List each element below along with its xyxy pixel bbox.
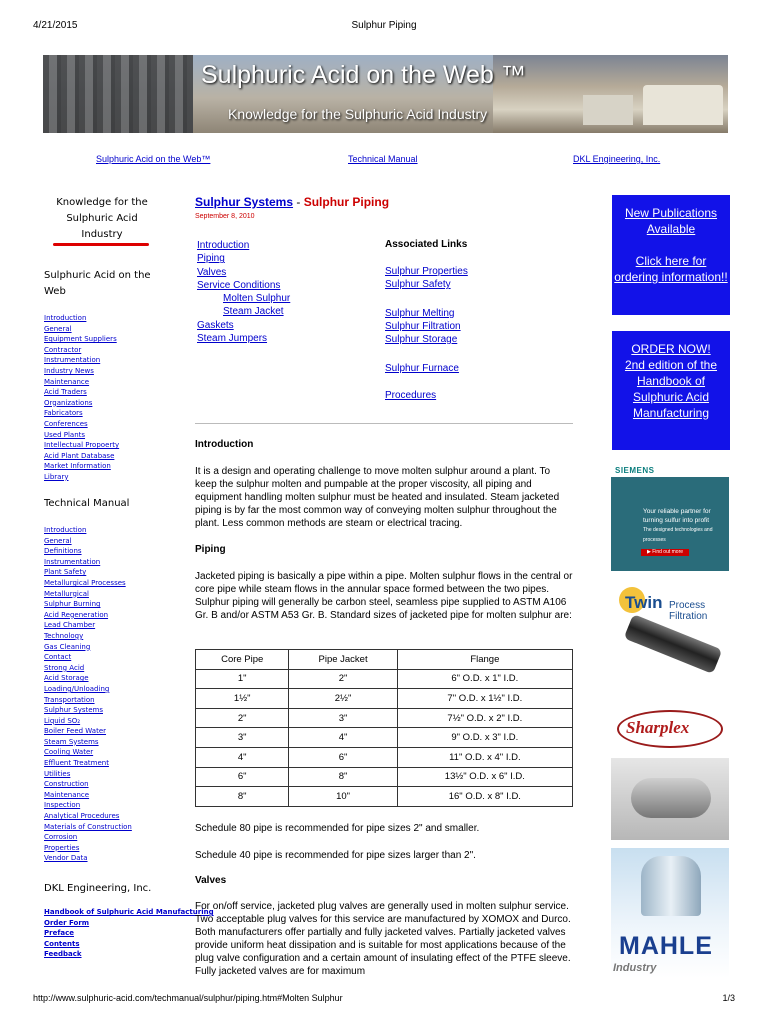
valves-text: For on/off service, jacketed plug valves are generally used in molten sulphur service. Two acceptable plug valves for this service are manufactured by XOMOX and Durco. Both manufacturers offer partially and fully jacketed valves. Partially jacketed valves provide uniform heat dissipation and is suitable for most applications because of the plug valve configuration and a certain amount of insulating effect of the PTFE sleeve. Fully jacketed valves are for maximum: [195, 901, 571, 977]
sidebar-item: [44, 377, 119, 388]
sidebar-item: [44, 398, 119, 409]
assoc-link-sulphur-furnace[interactable]: Sulphur Furnace: [385, 363, 459, 374]
twin-logo: Twin: [625, 593, 663, 612]
sidebar-item: [44, 800, 132, 811]
sidebar-tagline: Knowledge for the Sulphuric Acid Industry: [56, 197, 148, 240]
sidebar-item: [44, 567, 132, 578]
sidebar-link[interactable]: Acid Storage: [44, 674, 89, 683]
table-cell: 2½": [289, 689, 397, 709]
top-link-dkl-engineering[interactable]: DKL Engineering, Inc.: [573, 154, 661, 164]
sidebar-link[interactable]: Contact: [44, 653, 72, 662]
sidebar-item: [44, 313, 119, 324]
siemens-subtext: The designed technologies and processes: [643, 527, 713, 543]
sidebar-item: [44, 631, 132, 642]
toc-item: [197, 332, 290, 345]
sidebar-section-dkl: DKL Engineering, Inc.: [44, 883, 152, 894]
assoc-link-sulphur-filtration[interactable]: Sulphur Filtration: [385, 321, 461, 332]
sidebar-item: [44, 705, 132, 716]
table-header-row: [196, 650, 573, 670]
sidebar-link[interactable]: Equipment Suppliers: [44, 335, 117, 344]
print-date: 4/21/2015: [33, 20, 78, 31]
sidebar-link[interactable]: Acid Plant Database: [44, 451, 115, 460]
sidebar-link[interactable]: Market Information: [44, 462, 111, 471]
table-cell: 4": [196, 747, 289, 767]
table-row: [196, 787, 573, 807]
print-url: http://www.sulphuric-acid.com/techmanual/sulphur/piping.htm#Molten Sulphur: [33, 993, 343, 1003]
sidebar-link[interactable]: Construction: [44, 780, 89, 789]
sidebar-link[interactable]: Used Plants: [44, 430, 86, 439]
sidebar-link[interactable]: Instrumentation: [44, 557, 101, 566]
sidebar-item: [44, 345, 119, 356]
sidebar-item: [44, 334, 119, 345]
sidebar-item: [44, 536, 132, 547]
sidebar-link[interactable]: Strong Acid: [44, 663, 85, 672]
sidebar-link[interactable]: Analytical Procedures: [44, 812, 120, 821]
banner-subtitle: Knowledge for the Sulphuric Acid Industry: [228, 106, 488, 122]
sidebar-item: [44, 472, 119, 483]
table-row: [196, 767, 573, 787]
section-link-sulphur-systems[interactable]: Sulphur Systems: [195, 195, 294, 209]
sidebar-link[interactable]: Liquid SO₂: [44, 716, 81, 725]
sidebar-item: [44, 663, 132, 674]
sidebar-link[interactable]: Introduction: [44, 314, 87, 322]
sidebar-item: [44, 408, 119, 419]
sidebar-link[interactable]: Acid Traders: [44, 388, 87, 397]
sidebar-item: [44, 928, 214, 939]
table-cell: 2": [289, 669, 397, 689]
sidebar-link[interactable]: Corrosion: [44, 833, 78, 842]
sidebar-link[interactable]: Preface: [44, 929, 74, 938]
sidebar-link[interactable]: Plant Safety: [44, 568, 87, 577]
table-cell: 9" O.D. x 3" I.D.: [397, 728, 572, 748]
table-cell: 4": [289, 728, 397, 748]
sidebar-item: [44, 716, 132, 727]
table-row: [196, 747, 573, 767]
sidebar-item: [44, 366, 119, 377]
sidebar-item: [44, 525, 132, 536]
introduction-text: It is a design and operating challenge to move molten sulphur around a plant. To keep the sulphur molten and pumpable at the proper viscosity, all piping and equipment handling molten sulphur must be heated and insulated. Steam jacketed piping is by far the most common way of conveying molten sulphur throughout the plant. Less common methods are steam or electrical tracing.: [195, 466, 560, 529]
banner-title: Sulphuric Acid on the Web ™: [201, 61, 526, 89]
table-cell: 7" O.D. x 1½" I.D.: [397, 689, 572, 709]
sidebar-link[interactable]: Metallurgical Processes: [44, 578, 126, 587]
sidebar-section-technical-manual: Technical Manual: [44, 498, 130, 509]
sidebar-link[interactable]: Steam Systems: [44, 737, 99, 746]
sidebar-item: [44, 642, 132, 653]
sidebar-item: [44, 737, 132, 748]
sidebar-link[interactable]: Order Form: [44, 918, 90, 927]
sidebar-item: [44, 324, 119, 335]
sidebar-link[interactable]: Conferences: [44, 419, 88, 428]
siemens-tagline: Your reliable partner for turning sulfur into profit: [643, 508, 711, 524]
sidebar-list-dkl: [44, 907, 214, 960]
sidebar-item: [44, 684, 132, 695]
page-date: September 8, 2010: [195, 213, 255, 220]
assoc-link-sulphur-properties[interactable]: Sulphur Properties: [385, 266, 468, 277]
sidebar-item: [44, 853, 132, 864]
sidebar-item: [44, 673, 132, 684]
sidebar-item: [44, 620, 132, 631]
table-cell: 3": [196, 728, 289, 748]
sidebar-link[interactable]: Industry News: [44, 366, 94, 375]
assoc-link-sulphur-storage[interactable]: Sulphur Storage: [385, 334, 458, 345]
ad-mahle[interactable]: [611, 848, 729, 978]
toc-item: [197, 279, 290, 292]
banner-tank-large: [643, 85, 723, 125]
sidebar-link[interactable]: Maintenance: [44, 790, 90, 799]
sidebar-link[interactable]: Sulphur Burning: [44, 600, 101, 609]
ad-twin-filtration[interactable]: [611, 581, 729, 693]
sidebar-list-sulphuric-acid-web: [44, 313, 119, 483]
schedule-40-note: Schedule 40 pipe is recommended for pipe sizes larger than 2".: [195, 850, 476, 861]
sidebar-item: [44, 387, 119, 398]
table-cell: 11" O.D. x 4" I.D.: [397, 747, 572, 767]
sidebar-link[interactable]: Metallurgical: [44, 589, 89, 598]
sidebar-item: [44, 726, 132, 737]
table-row: [196, 689, 573, 709]
sidebar-link[interactable]: General: [44, 536, 72, 545]
sidebar-link[interactable]: Contents: [44, 939, 80, 948]
ad-siemens[interactable]: [611, 463, 729, 571]
sidebar-link[interactable]: Definitions: [44, 547, 82, 556]
assoc-link-sulphur-safety[interactable]: Sulphur Safety: [385, 279, 451, 290]
sidebar-link[interactable]: Library: [44, 472, 69, 481]
toc-link-gaskets[interactable]: Gaskets: [197, 319, 234, 331]
sidebar-item: [44, 355, 119, 366]
sidebar-link[interactable]: General: [44, 324, 72, 333]
sidebar-item: [44, 546, 132, 557]
table-row: [196, 669, 573, 689]
table-cell: 8": [289, 767, 397, 787]
sidebar-item: [44, 822, 132, 833]
sidebar-item: [44, 779, 132, 790]
sidebar-link[interactable]: Introduction: [44, 526, 87, 534]
table-cell: 6" O.D. x 1" I.D.: [397, 669, 572, 689]
sidebar-item: [44, 790, 132, 801]
print-header: [33, 20, 735, 32]
page-title: Sulphur Piping: [303, 195, 390, 209]
table-cell: 8": [196, 787, 289, 807]
sidebar-item: [44, 578, 132, 589]
associated-links-heading: Associated Links: [385, 239, 468, 250]
filter-drum-image: [631, 778, 711, 818]
table-cell: 2": [196, 708, 289, 728]
pipe-sizes-table: [195, 649, 573, 807]
sidebar-item: [44, 695, 132, 706]
sidebar-link[interactable]: Contractor: [44, 345, 82, 354]
sidebar-link[interactable]: Utilities: [44, 769, 71, 778]
sidebar-list-technical-manual: [44, 525, 132, 864]
sidebar-link[interactable]: Cooling Water: [44, 748, 94, 757]
piping-text: Jacketed piping is basically a pipe within a pipe. Molten sulphur flows in the central or core pipe while steam flows in the annular space formed between the two pipes. Sulphur piping will generally be carbon steel, seamless pipe supplied to ASTM A106 Gr. B and/or ASTM A53 Gr. B. Standard sizes of jacketed pipe for molten sulphur are:: [195, 571, 573, 621]
mahle-logo: MAHLE: [619, 932, 713, 960]
sidebar-link[interactable]: Fabricators: [44, 409, 83, 418]
page-heading: [195, 195, 389, 209]
sidebar-item: [44, 599, 132, 610]
sidebar-link[interactable]: Boiler Feed Water: [44, 727, 107, 736]
ad-new-publications[interactable]: New Publications Available Click here for ordering information!!: [612, 195, 730, 315]
ad-order-handbook[interactable]: ORDER NOW! 2nd edition of the Handbook of Sulphuric Acid Manufacturing: [612, 331, 730, 450]
sidebar-link[interactable]: Feedback: [44, 950, 82, 959]
top-link-sulphuric-acid-web[interactable]: Sulphuric Acid on the Web™: [96, 154, 211, 164]
toc-link-introduction[interactable]: Introduction: [197, 240, 250, 251]
sidebar-divider: [53, 243, 149, 246]
sidebar-link[interactable]: Instrumentation: [44, 356, 101, 365]
mahle-vessel-image: [641, 856, 701, 916]
sidebar-item: [44, 843, 132, 854]
siemens-logo: SIEMENS: [615, 466, 655, 475]
sidebar-link[interactable]: Effluent Treatment: [44, 759, 109, 768]
toc-item: [197, 239, 290, 252]
banner-plant-image: [43, 55, 193, 133]
ad-sharplex[interactable]: [611, 708, 729, 754]
sidebar-link[interactable]: Inspection: [44, 801, 81, 810]
sidebar-link[interactable]: Lead Chamber: [44, 621, 96, 630]
site-banner: [43, 55, 728, 133]
sidebar-link[interactable]: Materials of Construction: [44, 822, 132, 831]
sidebar-item: [44, 440, 119, 451]
toc-link-piping[interactable]: Piping: [197, 253, 225, 265]
sidebar-item: [44, 949, 214, 960]
table-cell: 1": [196, 669, 289, 689]
sidebar-item: [44, 652, 132, 663]
introduction-heading: Introduction: [195, 439, 254, 450]
schedule-80-note: Schedule 80 pipe is recommended for pipe sizes 2" and smaller.: [195, 823, 480, 834]
toc-item: [197, 292, 290, 305]
table-cell: 16" O.D. x 8" I.D.: [397, 787, 572, 807]
sidebar-link[interactable]: Handbook of Sulphuric Acid Manufacturing: [44, 908, 214, 916]
table-cell: 1½": [196, 689, 289, 709]
ad-filter-machine-image[interactable]: [611, 758, 729, 840]
table-cell: 6": [289, 747, 397, 767]
toc-link-steam-jacket[interactable]: Steam Jacket: [223, 306, 284, 318]
table-cell: 13½" O.D. x 6" I.D.: [397, 767, 572, 787]
top-link-technical-manual[interactable]: Technical Manual: [348, 154, 418, 164]
piping-heading: Piping: [195, 544, 226, 555]
mahle-industry-label: Industry: [613, 962, 657, 974]
column-header: Pipe Jacket: [289, 650, 397, 670]
sidebar-link[interactable]: Properties: [44, 843, 80, 852]
sidebar-item: [44, 451, 119, 462]
twin-tagline: Process Filtration: [669, 600, 708, 622]
heading-separator: -: [296, 195, 301, 209]
sidebar-item: [44, 461, 119, 472]
valves-heading: Valves: [195, 875, 227, 886]
sidebar-link[interactable]: Technology: [44, 631, 84, 640]
toc-link-molten-sulphur[interactable]: Molten Sulphur: [223, 293, 291, 305]
column-header: Flange: [397, 650, 572, 670]
sidebar-item: [44, 939, 214, 950]
sidebar-link[interactable]: Organizations: [44, 398, 93, 407]
assoc-link-procedures[interactable]: Procedures: [385, 390, 437, 401]
table-of-contents: [197, 239, 290, 345]
sidebar-link[interactable]: Gas Cleaning: [44, 642, 91, 651]
print-footer: [33, 993, 735, 1005]
sidebar-link[interactable]: Acid Regeneration: [44, 610, 109, 619]
sidebar-item: [44, 918, 214, 929]
toc-link-valves[interactable]: Valves: [197, 266, 227, 278]
sidebar-link[interactable]: Transportation: [44, 695, 95, 704]
print-page-number: 1/3: [722, 993, 735, 1003]
sidebar-item: [44, 758, 132, 769]
sidebar-item: [44, 832, 132, 843]
sidebar-item: [44, 430, 119, 441]
sidebar-link[interactable]: Vendor Data: [44, 854, 88, 863]
assoc-link-sulphur-melting[interactable]: Sulphur Melting: [385, 308, 455, 319]
table-cell: 10": [289, 787, 397, 807]
sharplex-logo: Sharplex: [626, 718, 690, 737]
sidebar-item: [44, 419, 119, 430]
sidebar-link[interactable]: Intellectual Propoerty: [44, 441, 120, 450]
toc-item: [197, 252, 290, 265]
siemens-ad-text: [643, 507, 729, 545]
toc-item: [197, 319, 290, 332]
toc-item: [197, 266, 290, 279]
sidebar-link[interactable]: Maintenance: [44, 377, 90, 386]
table-row: [196, 728, 573, 748]
sidebar-item: [44, 557, 132, 568]
siemens-find-out-more: ▶ Find out more: [641, 549, 689, 556]
sidebar-item: [44, 610, 132, 621]
banner-tank-small: [583, 95, 633, 125]
toc-link-steam-jumpers[interactable]: Steam Jumpers: [197, 333, 268, 345]
print-title: Sulphur Piping: [351, 20, 417, 31]
sidebar-item: [44, 811, 132, 822]
table-cell: 7½" O.D. x 2" I.D.: [397, 708, 572, 728]
column-header: Core Pipe: [196, 650, 289, 670]
table-row: [196, 708, 573, 728]
sidebar-item: [44, 747, 132, 758]
toc-link-service-conditions[interactable]: Service Conditions: [197, 279, 281, 291]
sidebar-item: [44, 907, 214, 918]
sidebar-link[interactable]: Sulphur Systems: [44, 706, 103, 715]
sidebar-item: [44, 769, 132, 780]
toc-item: [197, 305, 290, 318]
content-divider: [195, 423, 573, 424]
sidebar-item: [44, 589, 132, 600]
table-cell: 3": [289, 708, 397, 728]
table-cell: 6": [196, 767, 289, 787]
filter-cylinder-image: [624, 614, 723, 674]
sidebar-link[interactable]: Loading/Unloading: [44, 684, 110, 693]
sidebar-section-sulphuric-acid-web: Sulphuric Acid on the Web: [44, 270, 151, 297]
